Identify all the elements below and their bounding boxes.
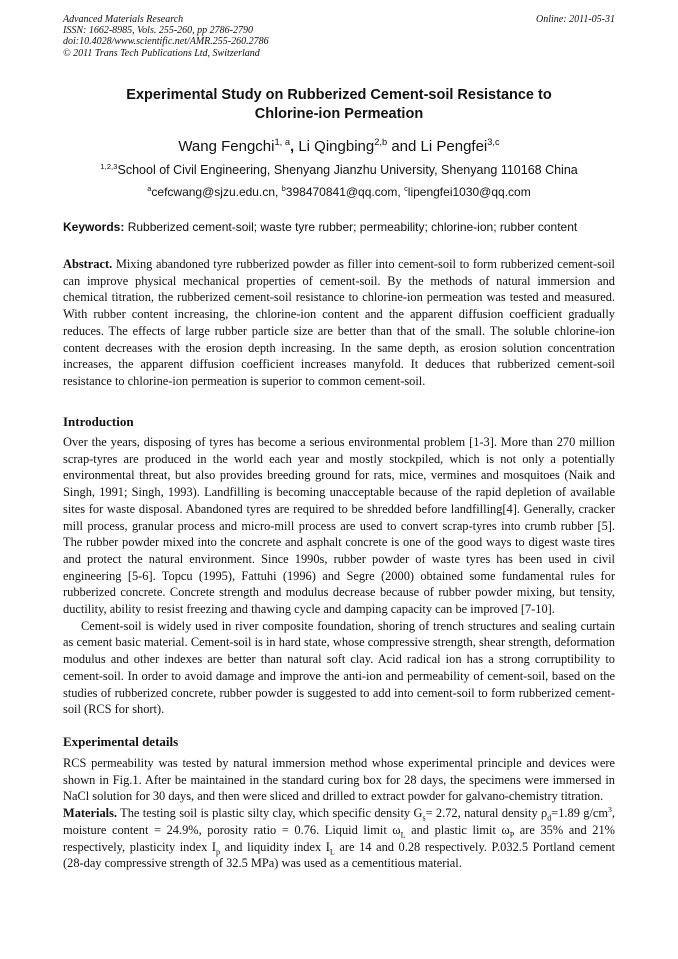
issn-line: ISSN: 1662-8985, Vols. 255-260, pp 2786-2790 bbox=[63, 25, 253, 37]
materials-text: and liquidity index I bbox=[220, 839, 330, 854]
abstract-label: Abstract. bbox=[63, 257, 113, 271]
keywords-text: Rubberized cement-soil; waste tyre rubber; permeability; chlorine-ion; rubber content bbox=[124, 220, 578, 234]
email-marker: c bbox=[404, 184, 408, 193]
introduction-body bbox=[63, 434, 615, 718]
subscript: p bbox=[215, 846, 221, 856]
materials-text: are 35% and 21% respectively, plasticity index I bbox=[63, 822, 615, 854]
affiliation-marker: 1,2,3 bbox=[100, 161, 118, 171]
author-name: Wang Fengchi bbox=[178, 138, 275, 155]
author-emails bbox=[63, 184, 615, 200]
email-marker: a bbox=[147, 184, 152, 193]
materials-text: The testing soil is plastic silty clay, which specific density G bbox=[117, 806, 423, 821]
author-separator: and bbox=[387, 138, 421, 155]
experimental-body bbox=[63, 755, 615, 872]
author-list bbox=[63, 138, 615, 156]
materials-paragraph bbox=[63, 805, 615, 872]
keywords-label: Keywords: bbox=[63, 220, 125, 234]
keywords bbox=[63, 219, 623, 235]
materials-label: Materials. bbox=[63, 806, 118, 821]
subscript: P bbox=[509, 830, 515, 840]
email-link[interactable]: lipengfei1030@qq.com bbox=[407, 185, 531, 199]
subscript: s bbox=[422, 813, 426, 823]
affiliation-text: School of Civil Engineering, Shenyang Jianzhu University, Shenyang 110168 China bbox=[117, 163, 578, 177]
abstract-text: Mixing abandoned tyre rubberized powder as filler into cement-soil to form rubberized cement-soil can improve physical mechanical properties of cement-soil. By the methods of natural immersion and chemical titration, the rubberized cement-soil resistance to chlorine-ion permeation was tested and measured. With rubber content increasing, the chlorine-ion content and the apparent diffusion coefficient gradually reduces. The effects of large rubber particle size are better than that of the small. The soluble chlorine-ion content decreases with the erosion depth increasing. In the same depth, as erosion solution concentration increases, the apparent diffusion coefficient increases manyfold. It deduces that rubberized cement-soil resistance to chlorine-ion permeation is superior to common cement-soil. bbox=[63, 257, 615, 388]
experimental-paragraph: RCS permeability was tested by natural immersion method whose experimental principle and devices were shown in Fig.1. After be maintained in the standard curing box for 28 days, the specimens were immersed in NaCl solution for 30 days, and then were sliced and drilled to extract powder for galvano-chemistry titration. bbox=[63, 756, 615, 804]
section-heading-introduction: Introduction bbox=[63, 414, 134, 429]
author-separator: , bbox=[290, 138, 299, 155]
subscript: L bbox=[329, 846, 335, 856]
author-affil-marker: 2,b bbox=[374, 137, 388, 147]
introduction-paragraph: Over the years, disposing of tyres has become a serious environmental problem [1-3]. More than 270 million scrap-tyres are produced in the world each year and mostly stockpiled, which is not only a potentially environmental threat, but also provides breeding ground for rats, mice, vermines and mosquitoes (Naik and Singh, 1991; Singh, 1993). Landfilling is becoming unacceptable because of the rapid depletion of available sites for waste disposal. Abandoned tyres are required to be shredded before landfilling[4]. Generally, cracker mill process, granular process and micro-mill process are used to convert scrap-tyres into crumb rubber [5]. The rubber powder mixed into the concrete and asphalt concrete is one of the good ways to digest waste tires and protect the natural environment. Since 1990s, rubber powder of waste tyres has been used in civil engineering [5-6]. Topcu (1995), Fattuhi (1996) and Segre (2000) obtained some fundamental rules for rubberized concrete. Concrete strength and modulus decrease because of rubber powder mixing, but tensity, ductility, ability to resist freezing and thawing cycle and damping capacity can be improved [7-10]. bbox=[63, 435, 615, 617]
materials-text: are 14 and 0.28 respectively. P.032.5 Portland cement (28-day compressive strength of 32.5 MPa) was used as a cementitious material. bbox=[63, 839, 615, 871]
paper-title bbox=[63, 86, 615, 124]
journal-name: Advanced Materials Research bbox=[63, 14, 184, 25]
title-line-1: Experimental Study on Rubberized Cement-soil Resistance to bbox=[126, 87, 552, 103]
author-name: Li Qingbing bbox=[298, 138, 375, 155]
abstract bbox=[63, 256, 615, 390]
subscript: d bbox=[547, 813, 552, 823]
email-link[interactable]: 398470841@qq.com, bbox=[285, 185, 405, 199]
materials-text: and plastic limit ω bbox=[405, 822, 510, 837]
affiliation bbox=[63, 162, 615, 178]
author-affil-marker: 1, a bbox=[274, 137, 290, 147]
email-marker: b bbox=[281, 184, 286, 193]
doi-line: doi:10.4028/www.scientific.net/AMR.255-260.2786 bbox=[63, 36, 269, 48]
email-link[interactable]: cefcwang@sjzu.edu.cn, bbox=[151, 185, 282, 199]
author-name: Li Pengfei bbox=[420, 138, 488, 155]
section-heading-experimental: Experimental details bbox=[63, 734, 179, 749]
subscript: L bbox=[400, 830, 406, 840]
copyright-line: © 2011 Trans Tech Publications Ltd, Switzerland bbox=[63, 47, 260, 59]
materials-text: = 2.72, natural density ρ bbox=[425, 806, 548, 821]
title-line-2: Chlorine-ion Permeation bbox=[254, 106, 424, 122]
online-date: Online: 2011-05-31 bbox=[536, 14, 615, 25]
author-affil-marker: 3,c bbox=[487, 137, 500, 147]
materials-text: , moisture content = 24.9%, porosity ratio = 0.76. Liquid limit ω bbox=[63, 806, 615, 837]
superscript: 3 bbox=[608, 804, 612, 814]
journal-header bbox=[63, 14, 615, 59]
introduction-paragraph: Cement-soil is widely used in river composite foundation, shoring of trench structures and sealing curtain as cement basic material. Cement-soil is in hard state, whose compressive strength, shear strength, deformation modulus and other indexes are better than natural soft clay. Acid radical ion has a strong corruptibility to cement-soil. In order to avoid damage and improve the anti-ion and permeability of cement-soil, based on the studies of rubberized concrete, rubber powder is suggested to add into cement-soil to form rubberized cement-soil (RCS for short). bbox=[63, 618, 615, 717]
materials-text: =1.89 g/cm bbox=[551, 806, 609, 821]
